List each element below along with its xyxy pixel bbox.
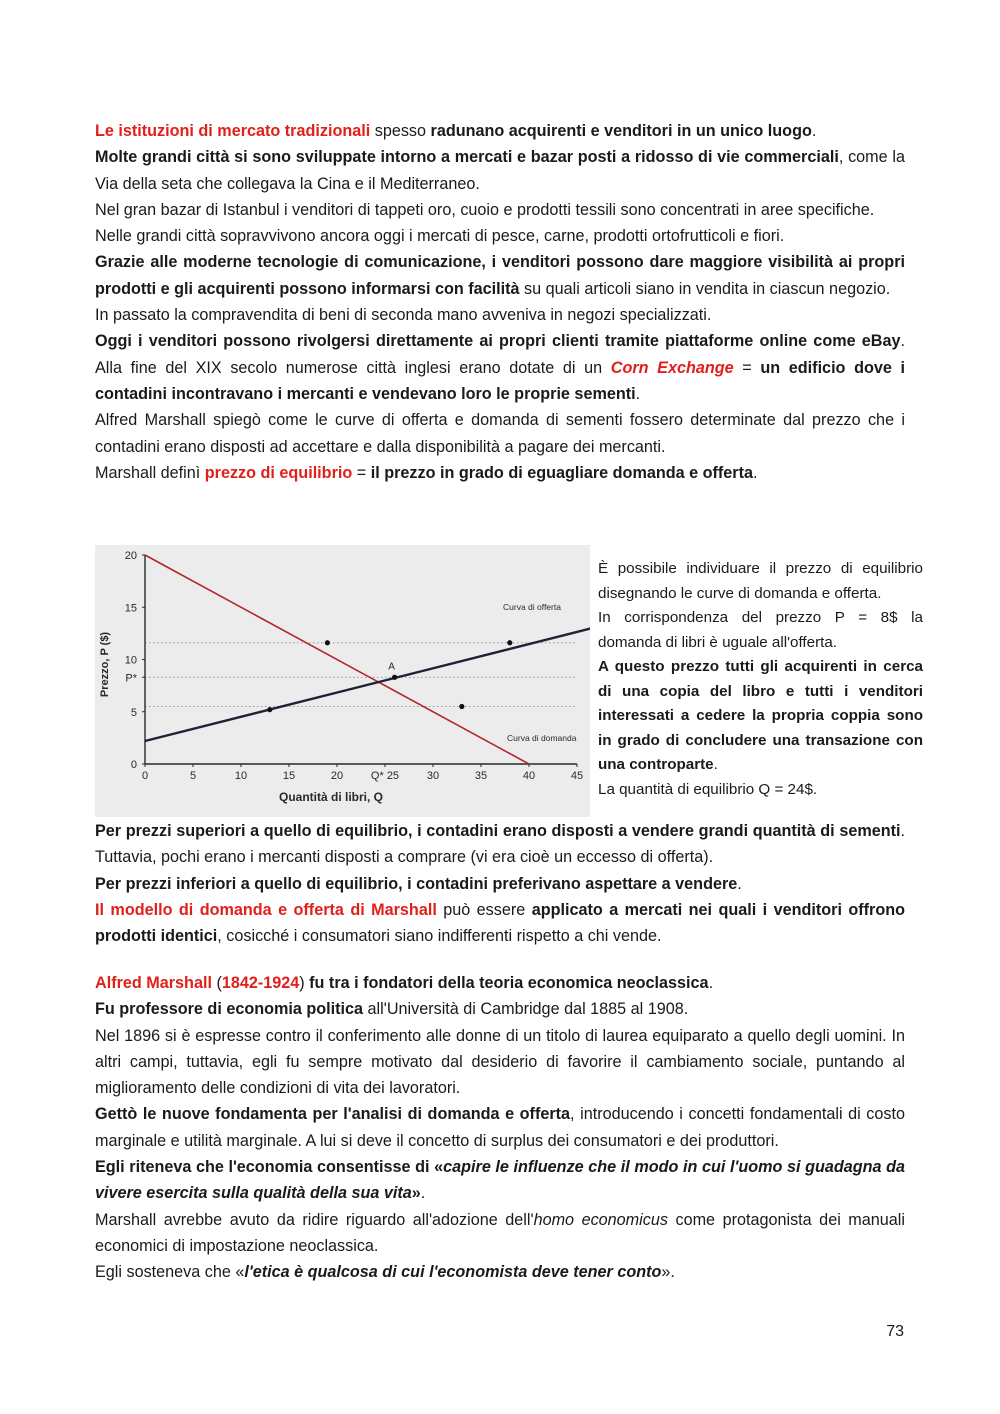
- bold-text: il prezzo in grado di eguagliare domanda e offerta: [370, 463, 753, 482]
- paragraph: [95, 328, 905, 407]
- text-run: . Tuttavia, pochi erano i mercanti disposti a comprare (vi era cioè un eccesso di offerta).: [95, 822, 905, 867]
- marshall-bio-section: [95, 970, 905, 1286]
- text-run: (: [211, 974, 222, 992]
- paragraph: [95, 1207, 905, 1260]
- highlight-term: 1842-1924: [221, 974, 300, 992]
- y-tick-label: 15: [124, 602, 137, 615]
- text-run: .: [811, 122, 817, 140]
- data-point: [392, 675, 397, 680]
- bold-text: fu tra i fondatori della teoria economica neoclassica: [309, 974, 709, 992]
- text-run: , come la Via della seta che collegava la Cina e il Mediterraneo.: [95, 148, 905, 193]
- bold-text: »: [411, 1184, 421, 1203]
- paragraph: [95, 871, 905, 897]
- paragraph: [95, 460, 905, 486]
- highlight-term: Il modello di domanda e offerta di Marshall: [95, 900, 437, 919]
- text-run: . Alla fine del XIX secolo numerose città inglesi erano dotate di un: [95, 332, 905, 377]
- paragraph: [95, 1259, 905, 1285]
- paragraph: Nel 1896 si è espresse contro il conferimento alle donne di un titolo di laurea equiparato a quello degli uomini. In altri campi, tuttavia, egli fu sempre motivato dal desiderio di favorire il cambiamento sociale, puntando al miglioramento delle condizioni di vita dei lavoratori.: [95, 1026, 905, 1098]
- text-run: , introducendo i concetti fondamentali di costo marginale e utilità marginale. A lui si deve il concetto di surplus dei consumatori e dei produttori.: [95, 1105, 905, 1150]
- x-tick-label: 40: [522, 770, 536, 782]
- paragraph: [95, 144, 905, 197]
- x-tick-label: 15: [282, 770, 296, 782]
- paragraph: Nel gran bazar di Istanbul i venditori di tappeti oro, cuoio e prodotti tessili sono concentrati in aree specifiche.: [95, 200, 875, 219]
- paragraph: [95, 249, 905, 302]
- chart-svg: [95, 545, 590, 817]
- y-tick-label: P*: [125, 672, 137, 685]
- data-point: [325, 640, 330, 645]
- x-tick-label: 45: [570, 770, 584, 782]
- y-tick-label: 10: [124, 654, 137, 667]
- after-chart-section: [95, 818, 905, 949]
- bold-text: Molte grandi città si sono sviluppate intorno a mercati e bazar posti a ridosso di vie commerciali: [95, 148, 839, 167]
- x-tick-label: 30: [426, 770, 440, 782]
- text-run: ): [299, 974, 310, 992]
- x-tick-label: 10: [234, 770, 248, 782]
- bold-text: applicato a mercati nei quali i venditori offrono prodotti identici: [95, 900, 905, 946]
- text-run: ».: [661, 1263, 675, 1282]
- text-run: come protagonista dei manuali economici di impostazione neoclassica.: [95, 1210, 905, 1255]
- chart-caption: [598, 557, 923, 802]
- paragraph: [95, 897, 905, 950]
- bold-text: radunano acquirenti e venditori in un unico luogo: [430, 122, 812, 140]
- text-run: =: [352, 463, 371, 482]
- equilibrium-label: A: [388, 661, 395, 673]
- bold-text: Fu professore di economia politica: [95, 1000, 364, 1019]
- paragraph: In passato la compravendita di beni di seconda mano avveniva in negozi specializzati.: [95, 306, 712, 325]
- quote-text: capire le influenze che il modo in cui l'uomo si guadagna da vivere esercita sulla qualità della sua vita: [95, 1158, 906, 1203]
- x-tick-label: Q* 25: [370, 770, 400, 782]
- text-run: Marshall avrebbe avuto da ridire riguardo all'adozione dell': [95, 1210, 534, 1229]
- bold-text: Egli riteneva che l'economia consentisse di «: [95, 1158, 444, 1177]
- data-point: [507, 640, 512, 645]
- supply-curve: [145, 627, 590, 741]
- x-tick-label: 5: [189, 770, 197, 782]
- y-tick-label: 5: [130, 706, 137, 719]
- bold-text: Per prezzi superiori a quello di equilibrio, i contadini erano disposti a vendere grandi quantità di sementi: [95, 822, 901, 840]
- x-tick-label: 35: [474, 770, 488, 782]
- bold-text: Grazie alle moderne tecnologie di comunicazione, i venditori possono dare maggiore visibilità ai propri prodotti e gli acquirenti possono informarsi con facilità: [95, 253, 905, 298]
- x-axis-label: Quantità di libri, Q: [278, 790, 384, 804]
- highlight-term: Corn Exchange: [610, 358, 734, 377]
- text-run: .: [708, 974, 714, 992]
- intro-section: [95, 118, 905, 486]
- bold-text: A questo prezzo tutti gli acquirenti in cerca di una copia del libro e tutti i venditori interessati a cedere la propria coppia sono in grado di concludere una transazione con una controparte: [598, 658, 923, 773]
- text-run: , cosicché i consumatori siano indifferenti rispetto a chi vende.: [217, 927, 662, 946]
- text-run: =: [733, 358, 761, 377]
- paragraph: [95, 1154, 905, 1207]
- text-run: Marshall definì: [95, 463, 205, 482]
- bold-text: un edificio dove i contadini incontravano i mercanti e vendevano loro le proprie sementi: [95, 358, 905, 403]
- quote-text: l'etica è qualcosa di cui l'economista deve tener conto: [244, 1263, 662, 1282]
- highlight-term: Alfred Marshall: [95, 974, 212, 992]
- text-run: .: [737, 874, 742, 893]
- paragraph: [95, 1101, 905, 1154]
- text-run: all'Università di Cambridge dal 1885 al 1908.: [363, 1000, 689, 1019]
- x-tick-label: 20: [330, 770, 344, 782]
- supply-demand-chart: [95, 545, 590, 817]
- text-run: .: [752, 463, 758, 482]
- paragraph: [95, 818, 905, 871]
- demand-curve-label: Curva di domanda: [507, 733, 577, 743]
- text-run: può essere: [436, 900, 532, 919]
- paragraph: Alfred Marshall spiegò come le curve di offerta e domanda di sementi fossero determinate dal prezzo che i contadini erano disposti ad accettare e dalla disponibilità a pagare dei mercanti.: [95, 411, 905, 456]
- y-tick-label: 20: [124, 550, 137, 562]
- italic-term: homo economicus: [533, 1210, 668, 1229]
- data-point: [267, 707, 272, 712]
- text-run: spesso: [370, 122, 431, 140]
- highlight-term: prezzo di equilibrio: [204, 463, 353, 482]
- caption-line: In corrispondenza del prezzo P = 8$ la domanda di libri è uguale all'offerta.: [598, 609, 923, 651]
- y-axis-label: Prezzo, P ($): [99, 631, 111, 698]
- x-tick-label: 0: [141, 770, 149, 782]
- text-run: Egli sosteneva che «: [95, 1263, 245, 1282]
- caption-line: La quantità di equilibrio Q = 24$.: [598, 780, 818, 798]
- paragraph: [95, 996, 905, 1022]
- text-run: .: [420, 1184, 426, 1203]
- text-run: .: [635, 384, 641, 403]
- page-number: 73: [886, 1323, 904, 1340]
- y-tick-label: 0: [130, 759, 137, 771]
- text-run: .: [713, 756, 718, 773]
- highlight-term: Le istituzioni di mercato tradizionali: [95, 122, 371, 140]
- text-run: su quali articoli siano in vendita in ciascun negozio.: [519, 279, 891, 298]
- bold-text: Oggi i venditori possono rivolgersi direttamente ai propri clienti tramite piattaforme online come eBay: [95, 332, 901, 351]
- caption-line: È possibile individuare il prezzo di equilibrio disegnando le curve di domanda e offerta.: [598, 560, 923, 602]
- bold-text: Per prezzi inferiori a quello di equilibrio, i contadini preferivano aspettare a vendere: [95, 874, 738, 893]
- supply-curve-label: Curva di offerta: [503, 602, 561, 612]
- paragraph: Nelle grandi città sopravvivono ancora oggi i mercati di pesce, carne, prodotti ortofrutticoli e fiori.: [95, 227, 785, 246]
- caption-line: [598, 655, 923, 778]
- paragraph: [95, 970, 905, 996]
- bold-text: Gettò le nuove fondamenta per l'analisi di domanda e offerta: [95, 1105, 571, 1124]
- data-point: [459, 704, 464, 709]
- paragraph: [95, 118, 905, 144]
